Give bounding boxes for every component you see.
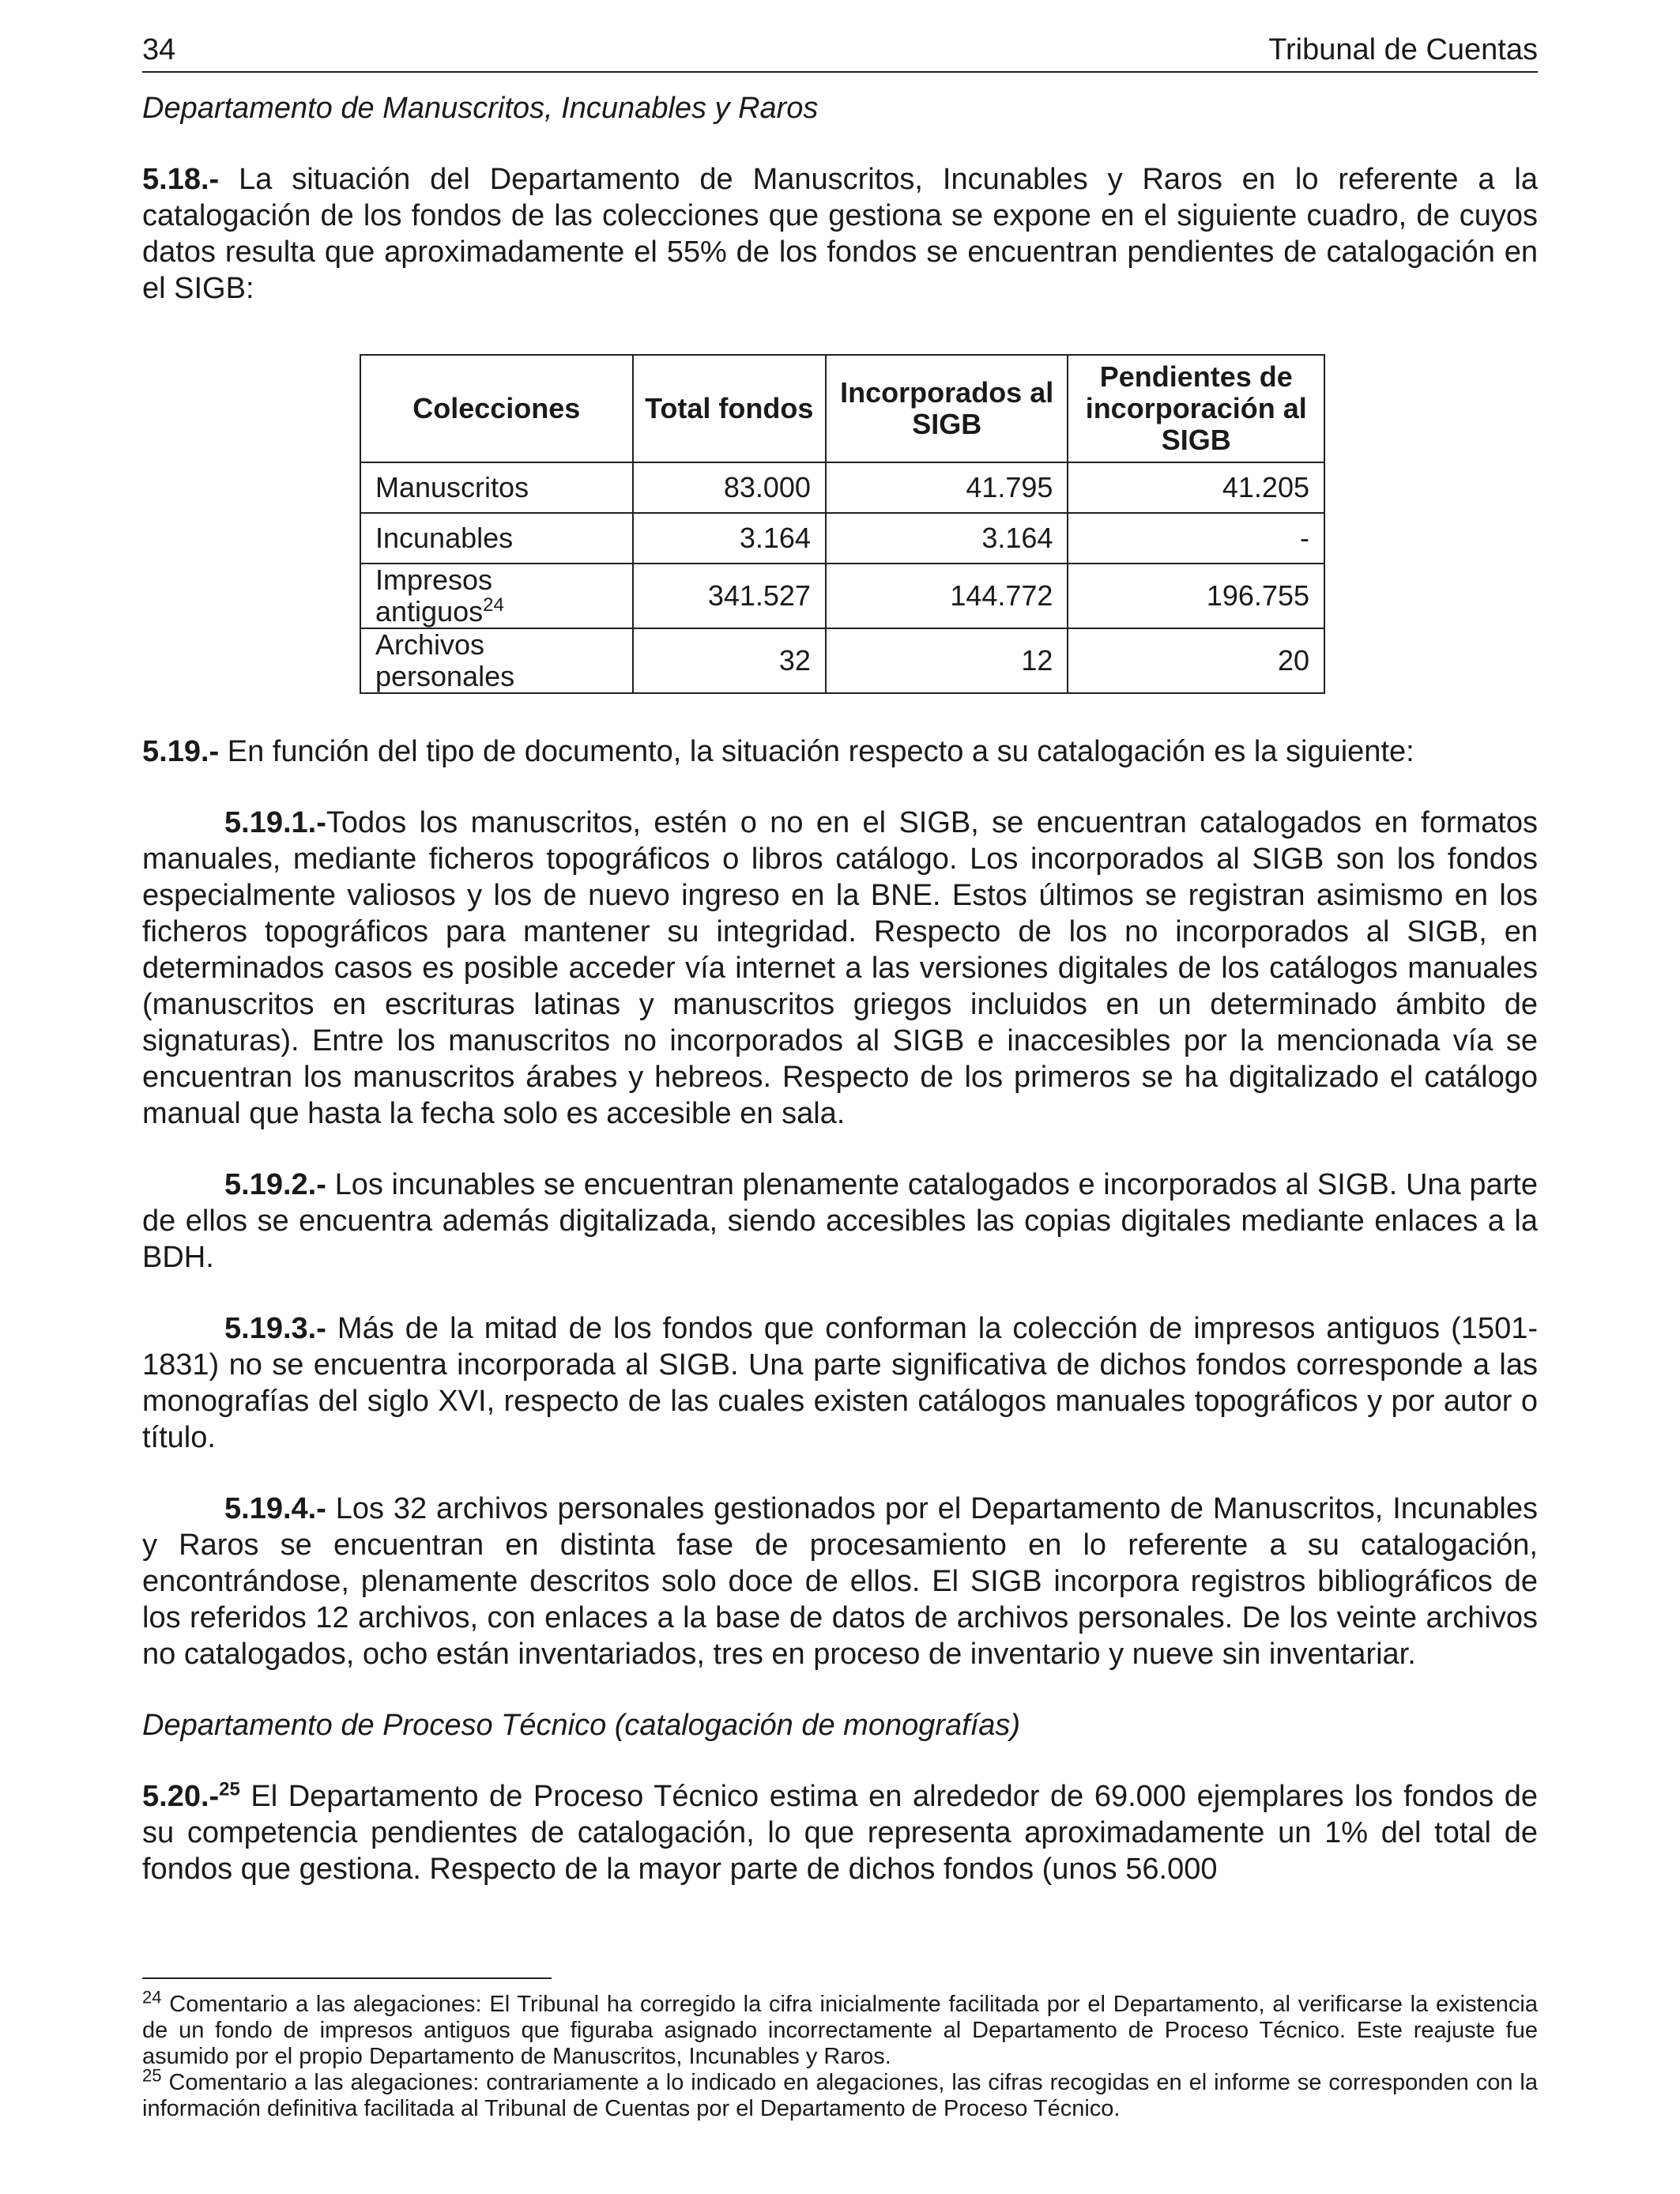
footnote-divider [142, 1977, 552, 1979]
paragraph-5-19-2 [142, 1167, 1538, 1276]
column-header: Colecciones [360, 355, 633, 462]
paragraph-5-19-1 [142, 805, 1538, 1132]
pending-cell: 41.205 [1068, 462, 1324, 513]
incorporated-cell: 144.772 [826, 564, 1068, 628]
paragraph-text: Todos los manuscritos, estén o no en el SIGB, se encuentran catalogados en formatos manuales, mediante ficheros topográficos o libros catálogo. Los incorporados al SIGB son los fondos especialmente valiosos y los de nuevo ingreso en la BNE. Estos últimos se registran asimismo en los ficheros topográficos para mantener su integridad. Respecto de los no incorporados al SIGB, en determinados casos es posible acceder vía internet a las versiones digitales de los catálogos manuales (manuscritos en escrituras latinas y manuscritos griegos incluidos en un determinado ámbito de signaturas). Entre los manuscritos no incorporados al SIGB e inaccesibles por la mencionada vía se encuentran los manuscritos árabes y hebreos. Respecto de los primeros se ha digitalizado el catálogo manual que hasta la fecha solo es accesible en sala. [142, 806, 1538, 1130]
paragraph-5-19-3 [142, 1310, 1538, 1456]
total-cell: 3.164 [633, 513, 826, 564]
paragraph-text: Los 32 archivos personales gestionados por el Departamento de Manuscritos, Incunables y Raros se encuentran en distinta fase de procesamiento en lo referente a su catalogación, encontrándose, plenamente descritos solo doce de ellos. El SIGB incorpora registros bibliográficos de los referidos 12 archivos, con enlaces a la base de datos de archivos personales. De los veinte archivos no catalogados, ocho están inventariados, tres en proceso de inventario y nueve sin inventariar. [142, 1492, 1538, 1671]
collection-name: Incunables [360, 513, 633, 564]
paragraph-number: 5.19.- [142, 735, 220, 768]
table-row [360, 628, 1324, 693]
table-row [360, 564, 1324, 628]
incorporated-cell: 12 [826, 628, 1068, 693]
footnote-24 [142, 1987, 1538, 2070]
paragraph-5-19-4 [142, 1491, 1538, 1672]
collections-table [360, 354, 1325, 694]
collection-name: Impresos antiguos$^{24}$ [360, 564, 633, 628]
paragraph-text: Más de la mitad de los fondos que conforman la colección de impresos antiguos (1501-1831) no se encuentra incorporada al SIGB. Una parte significativa de dichos fondos corresponde a las monografías del siglo XVI, respecto de las cuales existen catálogos manuales topográficos y por autor o título. [142, 1312, 1538, 1454]
collection-name: Manuscritos [360, 462, 633, 513]
paragraph-5-18 [142, 161, 1538, 307]
document-page [142, 28, 1538, 1887]
paragraph-number: 5.19.2.- [224, 1168, 326, 1201]
paragraph-number: 5.18.- [142, 163, 220, 196]
paragraph-text: La situación del Departamento de Manuscritos, Incunables y Raros en lo referente a la catalogación de los fondos de las colecciones que gestiona se expone en el siguiente cuadro, de cuyos datos resulta que aproximadamente el 55% de los fondos se encuentran pendientes de catalogación en el SIGB: [142, 163, 1538, 305]
section-title-manuscritos: Departamento de Manuscritos, Incunables y Raros [142, 92, 819, 125]
paragraph-number: 5.19.3.- [224, 1312, 326, 1345]
incorporated-cell: 41.795 [826, 462, 1068, 513]
footnotes [142, 1977, 1538, 2122]
footnote-number: 25 [142, 2065, 162, 2086]
page-header [142, 28, 1538, 73]
column-header: Pendientes de incorporación al SIGB [1068, 355, 1324, 462]
section-title-proceso: Departamento de Proceso Técnico (catalogación de monografías) [142, 1709, 1021, 1742]
column-header: Total fondos [633, 355, 826, 462]
pending-cell: 20 [1068, 628, 1324, 693]
footnote-number: 24 [142, 1987, 162, 2007]
footnote-ref[interactable]: 24 [483, 594, 504, 616]
page-number: 34 [142, 33, 176, 66]
paragraph-text: El Departamento de Proceso Técnico estima en alrededor de 69.000 ejemplares los fondos de su competencia pendientes de catalogación, lo que representa aproximadamente un 1% del total de fondos que gestiona. Respecto de la mayor parte de dichos fondos (unos 56.000 [142, 1780, 1538, 1886]
pending-cell: - [1068, 513, 1324, 564]
header-publisher: Tribunal de Cuentas [1268, 33, 1538, 66]
paragraph-5-20 [142, 1778, 1538, 1887]
incorporated-cell: 3.164 [826, 513, 1068, 564]
paragraph-text: En función del tipo de documento, la situación respecto a su catalogación es la siguiente: [219, 735, 1414, 768]
footnote-text: Comentario a las alegaciones: El Tribunal ha corregido la cifra inicialmente facilitada por el Departamento, al verificarse la existencia de un fondo de impresos antiguos que figuraba asignado incorrectamente al Departamento de Proceso Técnico. Este reajuste fue asumido por el propio Departamento de Manuscritos, Incunables y Raros. [142, 1992, 1538, 2069]
table-header-row [360, 355, 1324, 462]
footnote-25 [142, 2065, 1538, 2122]
footnote-text: Comentario a las alegaciones: contrariamente a lo indicado en alegaciones, las cifras recogidas en el informe se corresponden con la información definitiva facilitada al Tribunal de Cuentas por el Departamento de Proceso Técnico. [142, 2070, 1538, 2121]
total-cell: 83.000 [633, 462, 826, 513]
table-row [360, 462, 1324, 513]
column-header: Incorporados al SIGB [826, 355, 1068, 462]
table-row [360, 513, 1324, 564]
pending-cell: 196.755 [1068, 564, 1324, 628]
paragraph-text: Los incunables se encuentran plenamente catalogados e incorporados al SIGB. Una parte de ellos se encuentra además digitalizada, siendo accesibles las copias digitales mediante enlaces a la BDH. [142, 1168, 1538, 1274]
footnote-ref[interactable]: 25 [219, 1778, 240, 1800]
paragraph-number: 5.19.1.- [224, 806, 326, 839]
paragraph-5-19 [142, 733, 1538, 770]
total-cell: 32 [633, 628, 826, 693]
paragraph-number: 5.19.4.- [224, 1492, 326, 1525]
collection-name: Archivos personales [360, 628, 633, 693]
total-cell: 341.527 [633, 564, 826, 628]
paragraph-number: 5.20.- [142, 1780, 220, 1813]
